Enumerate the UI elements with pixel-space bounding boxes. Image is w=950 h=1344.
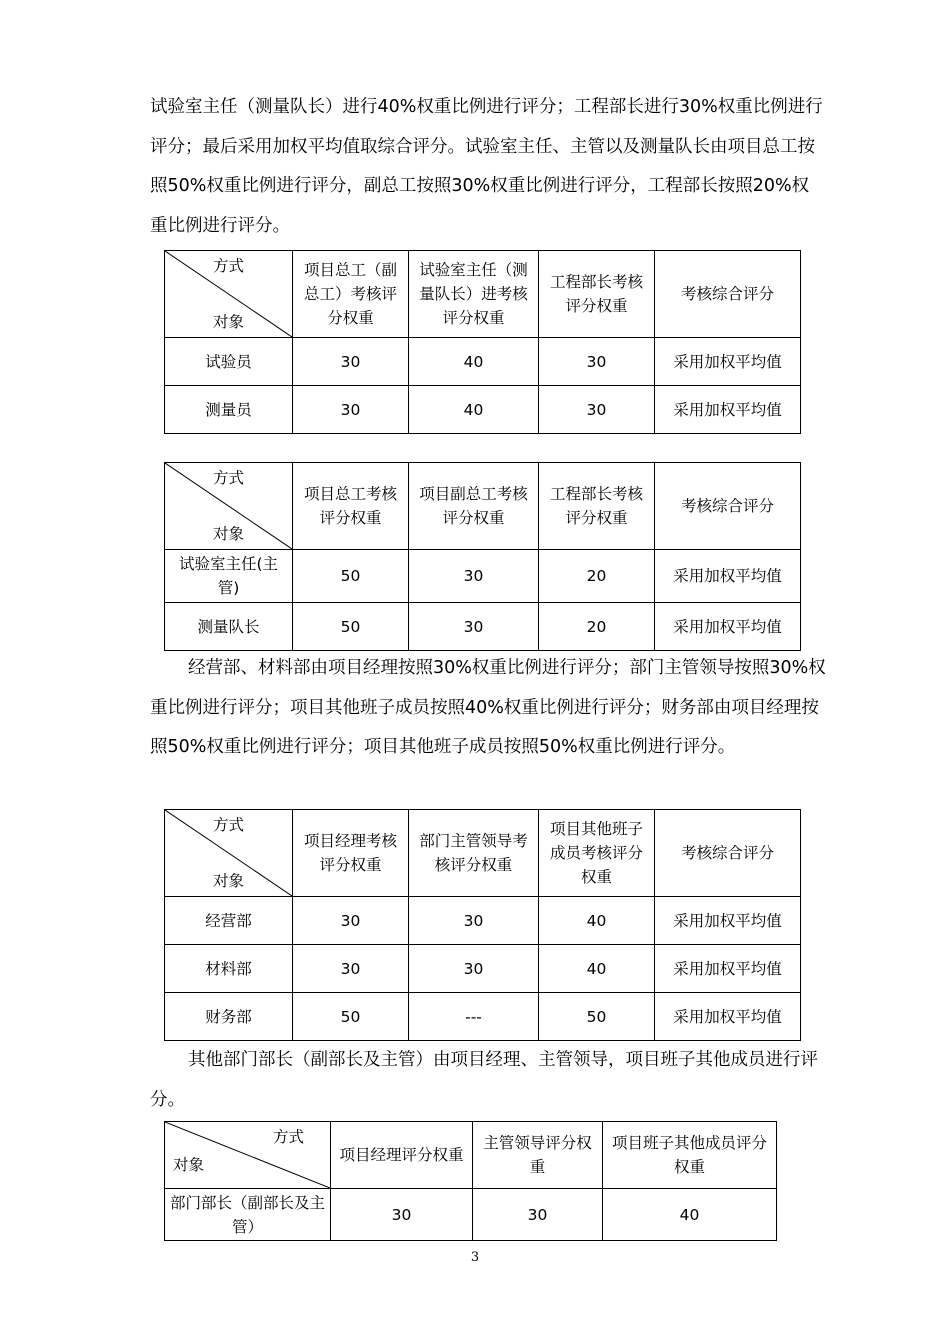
column-header: 工程部长考核评分权重	[539, 463, 655, 550]
diagonal-header-cell	[165, 251, 293, 338]
table-cell: 40	[409, 386, 539, 434]
table-row	[165, 603, 801, 651]
row-label: 测量员	[165, 386, 293, 434]
table-row	[165, 386, 801, 434]
column-header: 试验室主任（测量队长）进考核评分权重	[409, 251, 539, 338]
column-header: 项目总工（副总工）考核评分权重	[293, 251, 409, 338]
column-header: 项目其他班子成员考核评分权重	[539, 810, 655, 897]
row-label: 部门部长（副部长及主管）	[165, 1189, 331, 1241]
column-header: 考核综合评分	[655, 463, 801, 550]
diag-method-label: 方式	[213, 257, 245, 275]
diag-object-label: 对象	[213, 872, 245, 890]
table-cell: 采用加权平均值	[655, 550, 801, 603]
table-cell: 30	[409, 945, 539, 993]
table-cell: 采用加权平均值	[655, 945, 801, 993]
table-cell: 30	[293, 897, 409, 945]
diag-method-label: 方式	[213, 816, 245, 834]
weight-table-2	[164, 462, 801, 651]
diagonal-header-cell	[165, 810, 293, 897]
table-cell: 30	[473, 1189, 603, 1241]
table-cell: 50	[293, 993, 409, 1041]
table-cell: 30	[409, 550, 539, 603]
column-header: 项目副总工考核评分权重	[409, 463, 539, 550]
table-cell: 30	[293, 386, 409, 434]
table-row	[165, 897, 801, 945]
table-row	[165, 1189, 777, 1241]
table-cell: 30	[409, 603, 539, 651]
diag-method-label: 方式	[213, 469, 245, 487]
table-row	[165, 993, 801, 1041]
table-cell: 50	[539, 993, 655, 1041]
diag-method-label: 方式	[273, 1128, 305, 1146]
row-label: 材料部	[165, 945, 293, 993]
page-number: 3	[470, 1250, 480, 1265]
paragraph-2: 经营部、材料部由项目经理按照30%权重比例进行评分；部门主管领导按照30%权重比例进行评分；项目其他班子成员按照40%权重比例进行评分；财务部由项目经理按照50%权重比例进行评分；项目其他班子成员按照50%权重比例进行评分。	[150, 658, 826, 757]
weight-table-1	[164, 250, 801, 434]
row-label: 财务部	[165, 993, 293, 1041]
table-cell: 采用加权平均值	[655, 338, 801, 386]
table-row	[165, 945, 801, 993]
diagonal-header-cell	[165, 463, 293, 550]
column-header: 项目经理评分权重	[331, 1122, 473, 1189]
paragraph-1: 试验室主任（测量队长）进行40%权重比例进行评分；工程部长进行30%权重比例进行评分；最后采用加权平均值取综合评分。试验室主任、主管以及测量队长由项目总工按照50%权重比例进行评分，副总工按照30%权重比例进行评分，工程部长按照20%权重比例进行评分。	[150, 97, 823, 236]
column-header: 项目经理考核评分权重	[293, 810, 409, 897]
diag-object-label: 对象	[213, 313, 245, 331]
row-label: 经营部	[165, 897, 293, 945]
weight-table-4	[164, 1121, 777, 1241]
table-cell: 30	[409, 897, 539, 945]
table-row	[165, 338, 801, 386]
table-cell: 40	[539, 945, 655, 993]
table-cell: 40	[539, 897, 655, 945]
column-header: 工程部长考核评分权重	[539, 251, 655, 338]
weight-table-3	[164, 809, 801, 1041]
table-cell: 50	[293, 550, 409, 603]
table-cell: 40	[409, 338, 539, 386]
table-cell: 采用加权平均值	[655, 993, 801, 1041]
table-cell: 采用加权平均值	[655, 603, 801, 651]
column-header: 部门主管领导考核评分权重	[409, 810, 539, 897]
table-cell: 20	[539, 603, 655, 651]
table-cell: 30	[539, 338, 655, 386]
row-label: 试验室主任(主管)	[165, 550, 293, 603]
table-cell: 30	[331, 1189, 473, 1241]
table-cell: 20	[539, 550, 655, 603]
column-header: 项目班子其他成员评分权重	[603, 1122, 777, 1189]
column-header: 考核综合评分	[655, 251, 801, 338]
diag-object-label: 对象	[213, 525, 245, 543]
table-row	[165, 550, 801, 603]
paragraph-3: 其他部门部长（副部长及主管）由项目经理、主管领导，项目班子其他成员进行评分。	[150, 1050, 818, 1110]
table-cell: 30	[539, 386, 655, 434]
table-cell: 采用加权平均值	[655, 386, 801, 434]
table-cell: ---	[409, 993, 539, 1041]
column-header: 主管领导评分权重	[473, 1122, 603, 1189]
column-header: 项目总工考核评分权重	[293, 463, 409, 550]
table-cell: 30	[293, 945, 409, 993]
table-cell: 40	[603, 1189, 777, 1241]
table-cell: 50	[293, 603, 409, 651]
row-label: 试验员	[165, 338, 293, 386]
table-cell: 采用加权平均值	[655, 897, 801, 945]
diagonal-header-cell	[165, 1122, 331, 1189]
diag-object-label: 对象	[173, 1156, 205, 1174]
row-label: 测量队长	[165, 603, 293, 651]
table-cell: 30	[293, 338, 409, 386]
column-header: 考核综合评分	[655, 810, 801, 897]
